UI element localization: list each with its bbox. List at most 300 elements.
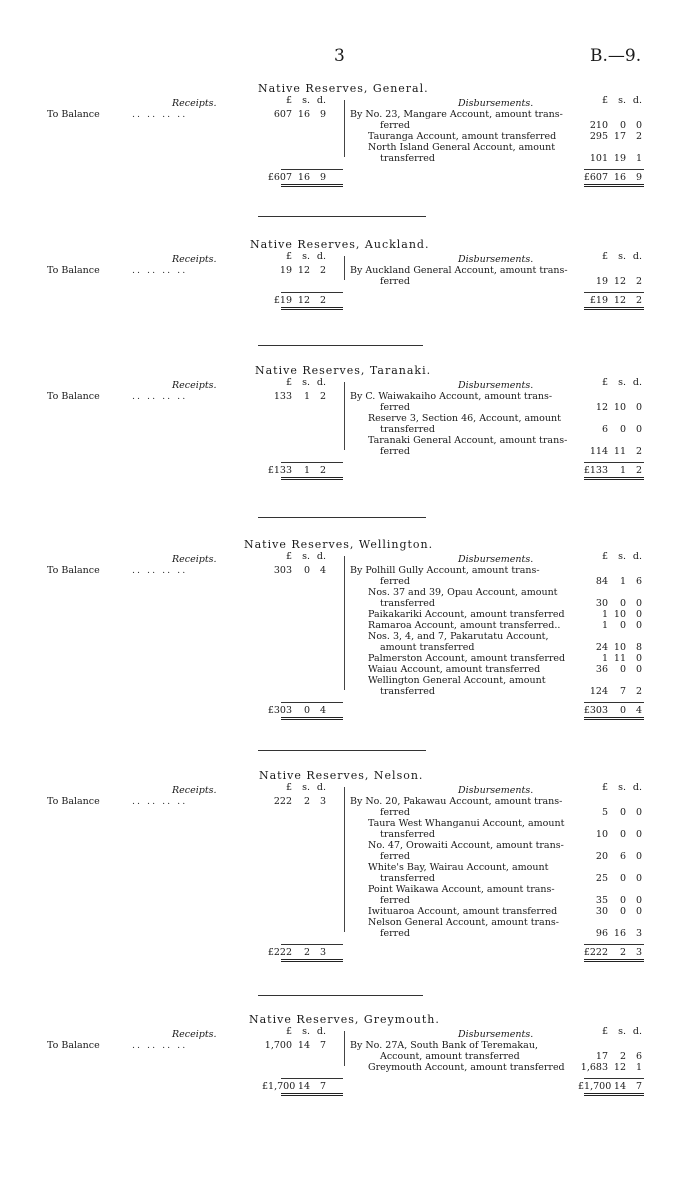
section-5-item-3-amount-shillings: 6: [619, 851, 626, 862]
section-5-item-2-line-1: Taura West Whanganui Account, amount: [368, 818, 565, 829]
section-1-disbursements-heading: Disbursements.: [458, 98, 534, 109]
section-1-receipt-amount: [262, 109, 326, 120]
section-6-receipt-amount-pence: 7: [319, 1040, 326, 1051]
section-4-heading-shilling: s.: [302, 551, 310, 562]
section-6-item-1-line-1: By No. 27A, South Bank of Teremakau,: [350, 1040, 538, 1051]
section-4-receipt-total-pence: 4: [319, 705, 326, 716]
section-3-left-total-rule: [281, 462, 343, 463]
section-5-item-1-amount-pounds: 5: [601, 807, 608, 818]
section-6-left-double-rule: [281, 1093, 343, 1096]
section-separator-2: [258, 345, 423, 346]
section-1-receipt-total-shillings: 16: [297, 172, 310, 183]
section-5-item-4-amount-shillings: 0: [619, 873, 626, 884]
section-5-left-double-rule: [281, 959, 343, 962]
section-3-item-2-line-1: Reserve 3, Section 46, Account, amount: [368, 413, 561, 424]
section-5-item-1-amount-pence: 0: [635, 807, 642, 818]
section-2-receipt-total-pence: 2: [319, 295, 326, 306]
section-1-disbursement-currency-heading: [578, 95, 642, 106]
section-4-right-total-rule: [584, 702, 644, 703]
section-3-disb-heading-pence: d.: [632, 377, 642, 388]
section-5-disbursement-total-pence: 3: [635, 947, 642, 958]
section-4-column-divider: [344, 556, 345, 690]
section-3-item-3-amount: [578, 446, 642, 457]
section-3-disbursement-total-shillings: 1: [619, 465, 626, 476]
section-4-item-7-line-1: Waiau Account, amount transferred: [368, 664, 541, 675]
section-4-item-5-amount-shillings: 10: [613, 642, 626, 653]
section-4-item-2-line-1: Nos. 37 and 39, Opau Account, amount: [368, 587, 558, 598]
section-4-to-balance-label: To Balance: [47, 565, 100, 576]
section-1-disbursement-total-pounds: £607: [583, 172, 608, 183]
section-5-item-7-amount-pence: 3: [635, 928, 642, 939]
section-4-disb-heading-pence: d.: [632, 551, 642, 562]
section-2-right-total-rule: [584, 292, 644, 293]
section-4-item-1-line-2: ferred: [380, 576, 410, 587]
section-4-leader-dots: .. .. .. ..: [132, 565, 188, 576]
section-5-heading-shilling: s.: [302, 782, 310, 793]
section-2-item-1-line-1: By Auckland General Account, amount trans-: [350, 265, 568, 276]
section-4-item-1-amount-pounds: 84: [595, 576, 608, 587]
section-1-receipt-amount-pence: 9: [319, 109, 326, 120]
section-6-receipts-heading: Receipts.: [172, 1029, 217, 1040]
section-1-receipts-heading: Receipts.: [172, 98, 217, 109]
section-4-disbursement-total-shillings: 0: [619, 705, 626, 716]
section-3-heading-pence: d.: [316, 377, 326, 388]
section-6-disbursement-total-pence: 7: [635, 1081, 642, 1092]
section-5-receipt-amount-pence: 3: [319, 796, 326, 807]
section-2-item-1-line-2: ferred: [380, 276, 410, 287]
section-3-disbursement-total-pounds: £133: [583, 465, 608, 476]
section-2-disbursement-total-pounds: £19: [589, 295, 608, 306]
section-1-item-1-line-1: By No. 23, Mangare Account, amount trans-: [350, 109, 563, 120]
section-4-item-8-amount-pence: 2: [635, 686, 642, 697]
section-3-disbursements-heading: Disbursements.: [458, 380, 534, 391]
section-2-leader-dots: .. .. .. ..: [132, 265, 188, 276]
section-2-receipt-amount-pence: 2: [319, 265, 326, 276]
section-6-item-2-amount-shillings: 12: [613, 1062, 626, 1073]
section-1-item-3-amount-pence: 1: [635, 153, 642, 164]
section-6-item-1-amount-pence: 6: [635, 1051, 642, 1062]
section-5-receipt-amount: [262, 796, 326, 807]
section-5-item-5-amount: [578, 895, 642, 906]
section-4-disbursement-total-pence: 4: [635, 705, 642, 716]
section-1-receipt-total-pounds: £607: [267, 172, 292, 183]
section-6-disbursement-total-shillings: 14: [613, 1081, 626, 1092]
section-4-item-5-amount: [578, 642, 642, 653]
section-5-item-4-line-1: White's Bay, Wairau Account, amount: [368, 862, 549, 873]
section-6-heading-shilling: s.: [302, 1026, 310, 1037]
section-4-item-2-amount: [578, 598, 642, 609]
section-5-disbursement-total-shillings: 2: [619, 947, 626, 958]
section-1-item-1-amount: [578, 120, 642, 131]
section-5-leader-dots: .. .. .. ..: [132, 796, 188, 807]
section-2-disb-heading-pence: d.: [632, 251, 642, 262]
section-separator-5: [258, 995, 423, 996]
section-5-disbursement-total: [578, 947, 642, 958]
section-2-left-total-rule: [281, 292, 343, 293]
section-1-right-double-rule: [584, 184, 644, 187]
section-6-leader-dots: .. .. .. ..: [132, 1040, 188, 1051]
section-5-item-3-line-2: ferred: [380, 851, 410, 862]
section-1-receipt-amount-shillings: 16: [297, 109, 310, 120]
section-3-disbursement-currency-heading: [578, 377, 642, 388]
section-6-item-2-amount: [578, 1062, 642, 1073]
section-2-receipt-amount-pounds: 19: [279, 265, 292, 276]
section-6-disbursement-total: [578, 1081, 642, 1092]
section-3-heading-pound: £: [285, 377, 292, 388]
section-4-receipts-heading: Receipts.: [172, 554, 217, 565]
section-1-item-1-amount-pounds: 210: [589, 120, 608, 131]
section-5-item-2-amount-shillings: 0: [619, 829, 626, 840]
section-3-left-double-rule: [281, 477, 343, 480]
section-5-item-7-amount-shillings: 16: [613, 928, 626, 939]
section-1-heading-pence: d.: [316, 95, 326, 106]
section-3-item-1-line-1: By C. Waiwakaiho Account, amount trans-: [350, 391, 553, 402]
section-4-item-7-amount-pence: 0: [635, 664, 642, 675]
section-2-disbursements-heading: Disbursements.: [458, 254, 534, 265]
section-3-item-2-amount-pence: 0: [635, 424, 642, 435]
section-6-item-1-amount: [578, 1051, 642, 1062]
section-separator-1: [258, 216, 426, 217]
section-6-receipt-total-pounds: £1,700: [262, 1081, 296, 1092]
section-4-item-1-amount: [578, 576, 642, 587]
section-3-disbursement-total: [578, 465, 642, 476]
section-3-item-2-amount: [578, 424, 642, 435]
section-4-item-8-line-2: transferred: [380, 686, 435, 697]
section-3-heading-shilling: s.: [302, 377, 310, 388]
section-3-receipt-amount-pence: 2: [319, 391, 326, 402]
section-5-disbursement-currency-heading: [578, 782, 642, 793]
section-4-item-7-amount-shillings: 0: [619, 664, 626, 675]
section-4-item-4-line-1: Ramaroa Account, amount transferred..: [368, 620, 561, 631]
section-2-receipt-total-shillings: 12: [297, 295, 310, 306]
section-4-item-1-amount-pence: 6: [635, 576, 642, 587]
section-4-item-6-amount-pence: 0: [635, 653, 642, 664]
section-3-to-balance-label: To Balance: [47, 391, 100, 402]
section-3-receipts-heading: Receipts.: [172, 380, 217, 391]
section-4-receipt-total: [262, 705, 326, 716]
section-6-receipt-amount-shillings: 14: [297, 1040, 310, 1051]
section-3-item-3-amount-pence: 2: [635, 446, 642, 457]
section-1-left-total-rule: [281, 169, 343, 170]
section-3-disb-heading-shilling: s.: [618, 377, 626, 388]
section-5-item-1-amount: [578, 807, 642, 818]
section-4-item-3-amount-shillings: 10: [613, 609, 626, 620]
section-4-item-6-amount-shillings: 11: [613, 653, 626, 664]
section-6-left-total-rule: [281, 1078, 343, 1079]
section-4-heading-pound: £: [285, 551, 292, 562]
section-1-item-2-amount: [578, 131, 642, 142]
section-4-item-6-amount: [578, 653, 642, 664]
section-5-item-2-amount-pounds: 10: [595, 829, 608, 840]
section-1-item-3-line-2: transferred: [380, 153, 435, 164]
section-4-item-7-amount: [578, 664, 642, 675]
section-5-item-4-amount-pounds: 25: [595, 873, 608, 884]
section-5-item-6-amount-pence: 0: [635, 906, 642, 917]
section-2-disbursement-total-shillings: 12: [613, 295, 626, 306]
section-1-item-2-amount-pence: 2: [635, 131, 642, 142]
section-2-heading-pound: £: [285, 251, 292, 262]
section-6-disb-heading-shilling: s.: [618, 1026, 626, 1037]
section-5-item-5-amount-pounds: 35: [595, 895, 608, 906]
section-1-disb-heading-pound: £: [601, 95, 608, 106]
section-1-item-1-amount-pence: 0: [635, 120, 642, 131]
section-6-receipt-amount: [262, 1040, 326, 1051]
section-3-column-divider: [344, 382, 345, 450]
section-5-disb-heading-shilling: s.: [618, 782, 626, 793]
section-5-heading-pence: d.: [316, 782, 326, 793]
section-1-receipt-total: [262, 172, 326, 183]
section-4-title: Native Reserves, Wellington.: [244, 538, 434, 551]
section-4-item-1-line-1: By Polhill Gully Account, amount trans-: [350, 565, 540, 576]
section-6-item-1-amount-shillings: 2: [619, 1051, 626, 1062]
section-5-item-6-line-1: Iwituaroa Account, amount transferred: [368, 906, 558, 917]
section-4-receipt-total-pounds: £303: [267, 705, 292, 716]
section-1-disb-heading-pence: d.: [632, 95, 642, 106]
section-3-item-3-amount-pounds: 114: [589, 446, 608, 457]
section-4-receipt-amount-shillings: 0: [303, 565, 310, 576]
section-1-to-balance-label: To Balance: [47, 109, 100, 120]
section-2-heading-shilling: s.: [302, 251, 310, 262]
page-number: 3: [334, 46, 345, 66]
section-3-item-1-amount-shillings: 10: [613, 402, 626, 413]
section-4-disb-heading-pound: £: [601, 551, 608, 562]
section-5-item-1-line-1: By No. 20, Pakawau Account, amount trans-: [350, 796, 563, 807]
section-3-receipt-amount-pounds: 133: [273, 391, 292, 402]
section-3-receipt-amount-shillings: 1: [303, 391, 310, 402]
section-4-disbursement-total-pounds: £303: [583, 705, 608, 716]
section-6-column-divider: [344, 1031, 345, 1066]
section-5-item-6-amount-pounds: 30: [595, 906, 608, 917]
section-1-disbursement-total-pence: 9: [635, 172, 642, 183]
section-5-disbursement-total-pounds: £222: [583, 947, 608, 958]
section-2-column-divider: [344, 256, 345, 280]
section-2-to-balance-label: To Balance: [47, 265, 100, 276]
section-5-item-7-line-1: Nelson General Account, amount trans-: [368, 917, 559, 928]
section-6-item-1-amount-pounds: 17: [595, 1051, 608, 1062]
section-4-item-6-line-1: Palmerston Account, amount transferred: [368, 653, 566, 664]
section-6-disbursement-total-pounds: £1,700: [578, 1081, 612, 1092]
section-6-receipt-total-pence: 7: [319, 1081, 326, 1092]
section-6-item-1-line-2: Account, amount transferred: [380, 1051, 520, 1062]
section-5-receipt-amount-pounds: 222: [273, 796, 292, 807]
section-3-receipt-total-shillings: 1: [303, 465, 310, 476]
section-4-item-1-amount-shillings: 1: [619, 576, 626, 587]
section-5-right-double-rule: [584, 959, 644, 962]
section-separator-4: [258, 750, 426, 751]
section-6-item-2-amount-pence: 1: [635, 1062, 642, 1073]
section-4-item-5-line-1: Nos. 3, 4, and 7, Pakarutatu Account,: [368, 631, 549, 642]
section-5-receipt-amount-shillings: 2: [303, 796, 310, 807]
section-1-item-3-amount-shillings: 19: [613, 153, 626, 164]
section-4-item-7-amount-pounds: 36: [595, 664, 608, 675]
section-5-item-2-line-2: transferred: [380, 829, 435, 840]
section-3-item-1-amount: [578, 402, 642, 413]
section-5-column-divider: [344, 787, 345, 932]
section-2-heading-pence: d.: [316, 251, 326, 262]
section-3-item-1-amount-pounds: 12: [595, 402, 608, 413]
section-3-receipt-total-pounds: £133: [267, 465, 292, 476]
section-2-disbursement-total-pence: 2: [635, 295, 642, 306]
section-2-receipt-currency-heading: [262, 251, 326, 262]
section-5-item-3-amount-pounds: 20: [595, 851, 608, 862]
section-5-disb-heading-pound: £: [601, 782, 608, 793]
section-4-item-8-line-1: Wellington General Account, amount: [368, 675, 546, 686]
section-3-disbursement-total-pence: 2: [635, 465, 642, 476]
section-4-item-3-line-1: Paikakariki Account, amount transferred: [368, 609, 565, 620]
section-3-item-3-amount-shillings: 11: [613, 446, 626, 457]
section-3-item-1-line-2: ferred: [380, 402, 410, 413]
section-4-item-4-amount-pence: 0: [635, 620, 642, 631]
section-1-receipt-currency-heading: [262, 95, 326, 106]
section-1-left-double-rule: [281, 184, 343, 187]
section-1-item-1-line-2: ferred: [380, 120, 410, 131]
section-5-item-4-amount: [578, 873, 642, 884]
section-6-disbursement-currency-heading: [578, 1026, 642, 1037]
section-4-item-5-amount-pounds: 24: [595, 642, 608, 653]
section-5-item-6-amount-shillings: 0: [619, 906, 626, 917]
section-5-item-6-amount: [578, 906, 642, 917]
section-1-disbursement-total: [578, 172, 642, 183]
section-6-disbursements-heading: Disbursements.: [458, 1029, 534, 1040]
section-3-right-total-rule: [584, 462, 644, 463]
section-5-receipts-heading: Receipts.: [172, 785, 217, 796]
section-1-disb-heading-shilling: s.: [618, 95, 626, 106]
section-5-disb-heading-pence: d.: [632, 782, 642, 793]
section-1-column-divider: [344, 100, 345, 157]
section-1-item-2-line-1: Tauranga Account, amount transferred: [368, 131, 557, 142]
section-1-item-3-amount: [578, 153, 642, 164]
section-2-item-1-amount: [578, 276, 642, 287]
section-3-item-2-amount-shillings: 0: [619, 424, 626, 435]
section-2-receipt-amount-shillings: 12: [297, 265, 310, 276]
section-5-item-1-amount-shillings: 0: [619, 807, 626, 818]
section-4-receipt-total-shillings: 0: [303, 705, 310, 716]
section-5-receipt-total-pounds: £222: [267, 947, 292, 958]
section-5-item-3-amount-pence: 0: [635, 851, 642, 862]
section-3-receipt-total-pence: 2: [319, 465, 326, 476]
section-2-left-double-rule: [281, 307, 343, 310]
section-separator-3: [258, 517, 426, 518]
section-6-receipt-currency-heading: [262, 1026, 326, 1037]
section-4-left-total-rule: [281, 702, 343, 703]
section-3-item-1-amount-pence: 0: [635, 402, 642, 413]
section-5-item-5-amount-shillings: 0: [619, 895, 626, 906]
section-5-item-1-line-2: ferred: [380, 807, 410, 818]
section-4-item-6-amount-pounds: 1: [601, 653, 608, 664]
section-3-item-3-line-2: ferred: [380, 446, 410, 457]
section-2-title: Native Reserves, Auckland.: [250, 238, 430, 251]
section-5-item-7-amount-pounds: 96: [595, 928, 608, 939]
section-4-item-5-amount-pence: 8: [635, 642, 642, 653]
section-4-item-3-amount: [578, 609, 642, 620]
section-1-item-1-amount-shillings: 0: [619, 120, 626, 131]
section-1-receipt-total-pence: 9: [319, 172, 326, 183]
section-5-disbursements-heading: Disbursements.: [458, 785, 534, 796]
section-5-item-7-line-2: ferred: [380, 928, 410, 939]
section-2-item-1-amount-pence: 2: [635, 276, 642, 287]
document-reference: B.—9.: [590, 46, 642, 66]
section-5-item-2-amount: [578, 829, 642, 840]
section-5-item-5-line-1: Point Waikawa Account, amount trans-: [368, 884, 555, 895]
section-5-receipt-total-pence: 3: [319, 947, 326, 958]
section-6-item-2-amount-pounds: 1,683: [580, 1062, 608, 1073]
section-6-receipt-total-shillings: 14: [297, 1081, 310, 1092]
section-3-receipt-amount: [262, 391, 326, 402]
section-6-disb-heading-pence: d.: [632, 1026, 642, 1037]
section-5-title: Native Reserves, Nelson.: [259, 769, 424, 782]
section-5-item-3-line-1: No. 47, Orowaiti Account, amount trans-: [368, 840, 564, 851]
section-1-item-2-amount-pounds: 295: [589, 131, 608, 142]
section-1-leader-dots: .. .. .. ..: [132, 109, 188, 120]
section-4-item-2-line-2: transferred: [380, 598, 435, 609]
section-2-receipts-heading: Receipts.: [172, 254, 217, 265]
section-6-title: Native Reserves, Greymouth.: [249, 1013, 440, 1026]
section-3-receipt-currency-heading: [262, 377, 326, 388]
section-1-receipt-amount-pounds: 607: [273, 109, 292, 120]
section-3-item-2-line-2: transferred: [380, 424, 435, 435]
section-3-item-2-amount-pounds: 6: [601, 424, 608, 435]
section-5-item-4-amount-pence: 0: [635, 873, 642, 884]
section-4-item-8-amount-pounds: 124: [589, 686, 608, 697]
section-3-receipt-total: [262, 465, 326, 476]
section-4-disbursements-heading: Disbursements.: [458, 554, 534, 565]
section-5-item-2-amount-pence: 0: [635, 829, 642, 840]
section-4-receipt-currency-heading: [262, 551, 326, 562]
section-1-heading-shilling: s.: [302, 95, 310, 106]
section-4-receipt-amount-pounds: 303: [273, 565, 292, 576]
section-1-title: Native Reserves, General.: [258, 82, 429, 95]
section-4-item-3-amount-pence: 0: [635, 609, 642, 620]
section-1-right-total-rule: [584, 169, 644, 170]
section-4-item-2-amount-shillings: 0: [619, 598, 626, 609]
section-4-item-2-amount-pence: 0: [635, 598, 642, 609]
section-4-disbursement-currency-heading: [578, 551, 642, 562]
section-2-disbursement-currency-heading: [578, 251, 642, 262]
section-2-disb-heading-pound: £: [601, 251, 608, 262]
section-6-to-balance-label: To Balance: [47, 1040, 100, 1051]
section-4-disbursement-total: [578, 705, 642, 716]
section-5-item-4-line-2: transferred: [380, 873, 435, 884]
section-5-receipt-total-shillings: 2: [303, 947, 310, 958]
section-6-heading-pence: d.: [316, 1026, 326, 1037]
section-3-title: Native Reserves, Taranaki.: [255, 364, 432, 377]
section-4-item-4-amount-pounds: 1: [601, 620, 608, 631]
section-4-item-4-amount-shillings: 0: [619, 620, 626, 631]
section-2-receipt-amount: [262, 265, 326, 276]
section-2-right-double-rule: [584, 307, 644, 310]
section-1-disbursement-total-shillings: 16: [613, 172, 626, 183]
section-3-right-double-rule: [584, 477, 644, 480]
section-5-left-total-rule: [281, 944, 343, 945]
section-2-disbursement-total: [578, 295, 642, 306]
section-1-item-3-amount-pounds: 101: [589, 153, 608, 164]
section-5-item-7-amount: [578, 928, 642, 939]
section-6-disb-heading-pound: £: [601, 1026, 608, 1037]
section-4-disb-heading-shilling: s.: [618, 551, 626, 562]
section-3-leader-dots: .. .. .. ..: [132, 391, 188, 402]
section-1-item-2-amount-shillings: 17: [613, 131, 626, 142]
section-3-disb-heading-pound: £: [601, 377, 608, 388]
section-5-receipt-total: [262, 947, 326, 958]
section-5-item-3-amount: [578, 851, 642, 862]
section-4-item-3-amount-pounds: 1: [601, 609, 608, 620]
section-4-receipt-amount-pence: 4: [319, 565, 326, 576]
section-5-heading-pound: £: [285, 782, 292, 793]
section-4-item-2-amount-pounds: 30: [595, 598, 608, 609]
section-5-item-5-amount-pence: 0: [635, 895, 642, 906]
section-5-receipt-currency-heading: [262, 782, 326, 793]
section-4-item-8-amount: [578, 686, 642, 697]
